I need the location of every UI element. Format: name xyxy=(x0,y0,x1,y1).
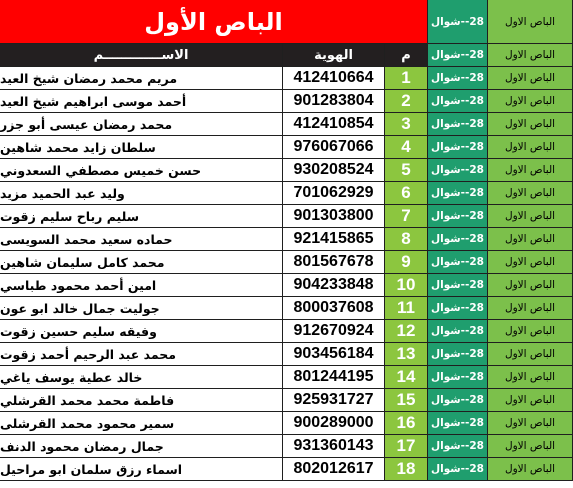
table-row xyxy=(0,389,573,412)
date-cell[interactable]: 28--شوال xyxy=(428,251,488,274)
header-number[interactable]: م xyxy=(385,44,428,67)
row-number-cell[interactable]: 4 xyxy=(385,136,428,159)
table-row xyxy=(0,458,573,481)
name-cell[interactable]: وفيقه سليم حسين زقوت xyxy=(0,320,283,343)
trip-cell[interactable]: الباص الاول xyxy=(488,435,573,458)
name-cell[interactable]: اسماء رزق سلمان ابو مراحيل xyxy=(0,458,283,481)
row-number-cell[interactable]: 18 xyxy=(385,458,428,481)
trip-cell[interactable]: الباص الاول xyxy=(488,136,573,159)
trip-cell[interactable]: الباص الاول xyxy=(488,159,573,182)
table-row xyxy=(0,90,573,113)
trip-cell[interactable]: الباص الاول xyxy=(488,343,573,366)
trip-cell[interactable]: الباص الاول xyxy=(488,228,573,251)
id-cell[interactable]: 900289000 xyxy=(283,412,385,435)
date-cell[interactable]: 28--شوال xyxy=(428,67,488,90)
date-cell[interactable]: 28--شوال xyxy=(428,366,488,389)
date-cell[interactable]: 28--شوال xyxy=(428,90,488,113)
row-number-cell[interactable]: 12 xyxy=(385,320,428,343)
header-name[interactable]: الاســـــــــــــم xyxy=(0,44,283,67)
trip-cell[interactable]: الباص الاول xyxy=(488,274,573,297)
trip-cell[interactable]: الباص الاول xyxy=(488,251,573,274)
trip-cell[interactable]: الباص الاول xyxy=(488,389,573,412)
row-number-cell[interactable]: 2 xyxy=(385,90,428,113)
table-row xyxy=(0,228,573,251)
id-cell[interactable]: 921415865 xyxy=(283,228,385,251)
trip-cell[interactable]: الباص الاول xyxy=(488,412,573,435)
trip-cell[interactable]: الباص الاول xyxy=(488,366,573,389)
row-number-cell[interactable]: 10 xyxy=(385,274,428,297)
row-number-cell[interactable]: 6 xyxy=(385,182,428,205)
table-row xyxy=(0,297,573,320)
row-number-cell[interactable]: 7 xyxy=(385,205,428,228)
table-row xyxy=(0,205,573,228)
id-cell[interactable]: 901283804 xyxy=(283,90,385,113)
row-number-cell[interactable]: 5 xyxy=(385,159,428,182)
date-cell[interactable]: 28--شوال xyxy=(428,389,488,412)
trip-cell[interactable]: الباص الاول xyxy=(488,458,573,481)
id-cell[interactable]: 976067066 xyxy=(283,136,385,159)
id-cell[interactable]: 912670924 xyxy=(283,320,385,343)
name-cell[interactable]: محمد عبد الرحيم أحمد زقوت xyxy=(0,343,283,366)
name-cell[interactable]: سمير محمود محمد القرشلى xyxy=(0,412,283,435)
name-cell[interactable]: فاطمة محمد محمد القرشلي xyxy=(0,389,283,412)
date-cell[interactable]: 28--شوال xyxy=(428,228,488,251)
id-cell[interactable]: 412410854 xyxy=(283,113,385,136)
trip-cell[interactable]: الباص الاول xyxy=(488,113,573,136)
name-cell[interactable]: أحمد موسى ابراهيم شيخ العيد xyxy=(0,90,283,113)
name-cell[interactable]: امين أحمد محمود طباسي xyxy=(0,274,283,297)
id-cell[interactable]: 925931727 xyxy=(283,389,385,412)
table-row xyxy=(0,412,573,435)
trip-cell[interactable]: الباص الاول xyxy=(488,297,573,320)
name-cell[interactable]: حماده سعيد محمد السويسى xyxy=(0,228,283,251)
id-cell[interactable]: 801567678 xyxy=(283,251,385,274)
table-row xyxy=(0,136,573,159)
id-cell[interactable]: 931360143 xyxy=(283,435,385,458)
header-id[interactable]: الهوية xyxy=(283,44,385,67)
title-row xyxy=(0,0,573,44)
name-cell[interactable]: جوليت جمال خالد ابو عون xyxy=(0,297,283,320)
row-number-cell[interactable]: 17 xyxy=(385,435,428,458)
sheet-title[interactable]: الباص الأول xyxy=(0,0,428,44)
table-row xyxy=(0,182,573,205)
id-cell[interactable]: 800037608 xyxy=(283,297,385,320)
date-cell[interactable]: 28--شوال xyxy=(428,205,488,228)
table-row xyxy=(0,320,573,343)
trip-cell[interactable]: الباص الاول xyxy=(488,182,573,205)
row-number-cell[interactable]: 13 xyxy=(385,343,428,366)
name-cell[interactable]: محمد كامل سليمان شاهين xyxy=(0,251,283,274)
trip-cell[interactable]: الباص الاول xyxy=(488,67,573,90)
name-cell[interactable]: مريم محمد رمضان شيخ العيد xyxy=(0,67,283,90)
date-cell[interactable]: 28--شوال xyxy=(428,159,488,182)
table-row xyxy=(0,274,573,297)
name-cell[interactable]: محمد رمضان عيسى أبو جزر xyxy=(0,113,283,136)
row-number-cell[interactable]: 15 xyxy=(385,389,428,412)
date-cell[interactable]: 28--شوال xyxy=(428,343,488,366)
date-cell[interactable]: 28--شوال xyxy=(428,297,488,320)
table-row xyxy=(0,159,573,182)
row-number-cell[interactable]: 1 xyxy=(385,67,428,90)
id-cell[interactable]: 903456184 xyxy=(283,343,385,366)
name-cell[interactable]: سليم رباح سليم زقوت xyxy=(0,205,283,228)
id-cell[interactable]: 412410664 xyxy=(283,67,385,90)
row-number-cell[interactable]: 9 xyxy=(385,251,428,274)
trip-cell[interactable]: الباص الاول xyxy=(488,44,573,67)
id-cell[interactable]: 802012617 xyxy=(283,458,385,481)
date-cell[interactable]: 28--شوال xyxy=(428,435,488,458)
table-row xyxy=(0,366,573,389)
id-cell[interactable]: 904233848 xyxy=(283,274,385,297)
id-cell[interactable]: 901303800 xyxy=(283,205,385,228)
id-cell[interactable]: 701062929 xyxy=(283,182,385,205)
date-cell[interactable]: 28--شوال xyxy=(428,136,488,159)
name-cell[interactable]: وليد عبد الحميد مزيد xyxy=(0,182,283,205)
date-cell[interactable]: 28--شوال xyxy=(428,44,488,67)
table-row xyxy=(0,67,573,90)
date-cell[interactable]: 28--شوال xyxy=(428,458,488,481)
date-cell[interactable]: 28--شوال xyxy=(428,182,488,205)
trip-cell[interactable]: الباص الاول xyxy=(488,205,573,228)
row-number-cell[interactable]: 16 xyxy=(385,412,428,435)
date-cell[interactable]: 28--شوال xyxy=(428,320,488,343)
header-row xyxy=(0,44,573,67)
date-cell[interactable]: 28--شوال xyxy=(428,0,488,44)
date-cell[interactable]: 28--شوال xyxy=(428,113,488,136)
trip-cell[interactable]: الباص الاول xyxy=(488,0,573,44)
table-row xyxy=(0,343,573,366)
name-cell[interactable]: خالد عطية يوسف ياغي xyxy=(0,366,283,389)
id-cell[interactable]: 801244195 xyxy=(283,366,385,389)
name-cell[interactable]: جمال رمضان محمود الدنف xyxy=(0,435,283,458)
table-row xyxy=(0,113,573,136)
trip-cell[interactable]: الباص الاول xyxy=(488,320,573,343)
row-number-cell[interactable]: 11 xyxy=(385,297,428,320)
table-row xyxy=(0,251,573,274)
table-row xyxy=(0,435,573,458)
row-number-cell[interactable]: 3 xyxy=(385,113,428,136)
date-cell[interactable]: 28--شوال xyxy=(428,412,488,435)
row-number-cell[interactable]: 8 xyxy=(385,228,428,251)
date-cell[interactable]: 28--شوال xyxy=(428,274,488,297)
id-cell[interactable]: 930208524 xyxy=(283,159,385,182)
trip-cell[interactable]: الباص الاول xyxy=(488,90,573,113)
row-number-cell[interactable]: 14 xyxy=(385,366,428,389)
name-cell[interactable]: حسن خميس مصطفي السعدوني xyxy=(0,159,283,182)
name-cell[interactable]: سلطان زايد محمد شاهين xyxy=(0,136,283,159)
